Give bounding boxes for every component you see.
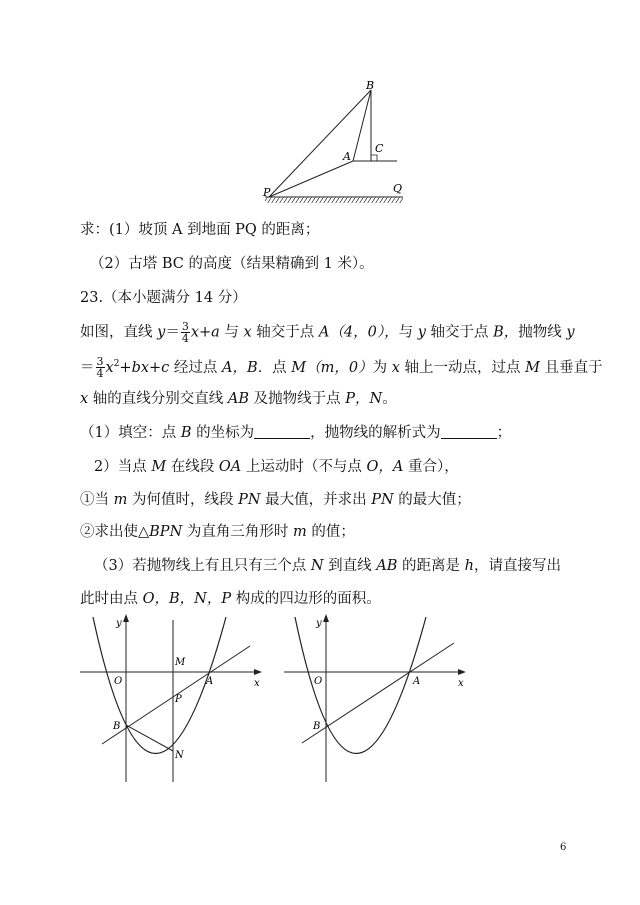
slope-pa xyxy=(269,161,353,197)
ground-hatch xyxy=(265,197,403,203)
q22-ask: 求：(1）坡顶 A 到地面 PQ 的距离； xyxy=(80,222,320,238)
graph-right xyxy=(282,612,472,784)
sightline-pb xyxy=(269,90,371,197)
segment-bn xyxy=(126,725,173,751)
q23-part2: 2）当点 M 在线段 OA 上运动时（不与点 O，A 重合）， xyxy=(94,459,459,475)
label-y: y xyxy=(116,618,122,629)
answer-blank-b[interactable] xyxy=(254,424,310,439)
q23-heading: 23.（本小题满分 14 分） xyxy=(80,290,247,306)
y-axis-arrow-icon xyxy=(323,614,329,622)
q23-part3: （3）若抛物线上有且只有三个点 N 到直线 AB 的距离是 h，请直接写出 xyxy=(94,558,561,574)
x-axis-arrow-icon xyxy=(254,669,262,675)
q23-intro-line1: 如图，直线 y＝ $\frac{3}{4}$ x+a 与 x 轴交于点 A（4，0），与 y 轴交于点 B，抛物线 y xyxy=(80,320,575,345)
q22-part2: （2）古塔 BC 的高度（结果精确到 1 米）。 xyxy=(90,256,374,272)
q23-intro-line2: ＝ $\frac{3}{4}$ $x^2+bx+c$ 经过点 A，B．点 M（m，0）为 x 轴上一动点，过点 M 且垂直于 xyxy=(80,355,603,381)
label-a: A xyxy=(343,150,351,163)
q23-part3-cont: 此时由点 O，B，N，P 构成的四边形的面积。 xyxy=(80,591,381,607)
line-ab xyxy=(302,643,454,743)
slope-tower-figure xyxy=(255,78,415,213)
label-n: N xyxy=(175,750,184,761)
q23-part1: （1）填空：点 B 的坐标为 ，抛物线的解析式为 ； xyxy=(80,425,512,441)
label-p: P xyxy=(175,694,182,705)
q23-part2-i: ①当 m 为何值时，线段 PN 最大值，并求出 PN 的最大值； xyxy=(80,492,471,508)
graph-left xyxy=(78,612,268,784)
label-b: B xyxy=(313,721,321,732)
label-y: y xyxy=(316,618,322,629)
label-q: Q xyxy=(393,182,403,195)
page-number: 6 xyxy=(560,842,567,853)
label-b: B xyxy=(113,721,121,732)
label-x: x xyxy=(458,678,464,689)
label-m: M xyxy=(175,657,186,668)
right-angle-mark xyxy=(371,155,377,161)
x-axis-arrow-icon xyxy=(458,669,466,675)
fraction-three-quarters: $\frac{3}{4}$ xyxy=(181,320,189,345)
label-c: C xyxy=(375,142,384,155)
q23-intro-line3: x 轴的直线分别交直线 AB 及抛物线于点 P，N。 xyxy=(80,391,397,407)
sightline-ab xyxy=(353,90,371,161)
answer-blank-parabola[interactable] xyxy=(441,424,497,439)
label-x: x xyxy=(254,678,260,689)
label-o: O xyxy=(314,676,323,687)
label-o: O xyxy=(114,676,123,687)
q23-part2-ii: ②求出使△BPN 为直角三角形时 m 的值； xyxy=(80,524,355,540)
fraction-three-quarters-2: $\frac{3}{4}$ xyxy=(96,355,104,381)
label-b: B xyxy=(366,79,375,92)
label-a: A xyxy=(206,676,214,687)
label-a: A xyxy=(413,676,421,687)
label-p: P xyxy=(263,186,271,199)
y-axis-arrow-icon xyxy=(123,614,129,622)
